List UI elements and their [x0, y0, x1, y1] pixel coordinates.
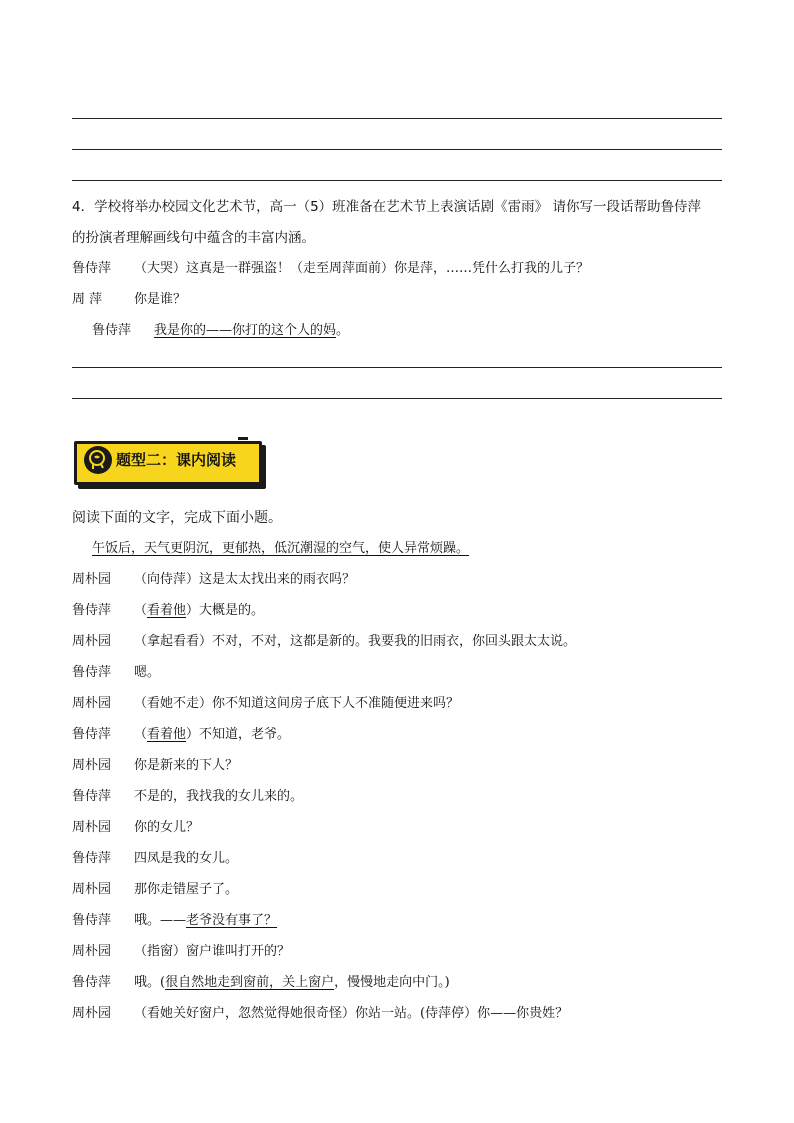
dialogue-text: ，慢慢地走向中门。): [334, 975, 450, 990]
dialogue-text: （拿起看看）不对，不对，这都是新的。我要我的旧雨衣，你回头跟太太说。: [134, 634, 577, 649]
dialogue-text: （看她关好窗户，忽然觉得她很奇怪）你站一站。(侍萍停）你——你贵姓？: [134, 1006, 569, 1021]
dialogue-line: [72, 819, 199, 837]
speaker: 周朴园: [72, 696, 112, 711]
dialogue-line: [72, 571, 355, 589]
dialogue-line: [72, 726, 290, 744]
speaker: 周朴园: [72, 882, 112, 897]
speaker: 周朴园: [72, 634, 112, 649]
dialogue-line: [72, 974, 450, 992]
dialogue-text: 嗯。: [134, 665, 161, 680]
dialogue-line: [72, 664, 160, 682]
speaker: 鲁侍萍: [72, 913, 112, 928]
dialogue-line: [72, 943, 290, 961]
underlined-text: 看着他: [147, 603, 187, 618]
dialogue-text: （: [134, 727, 148, 742]
question-4-line-2: 的扮演者理解画线句中蕴含的丰富内涵。: [72, 230, 315, 246]
speaker: 鲁侍萍: [72, 665, 112, 680]
speaker: 鲁侍萍: [92, 323, 132, 338]
dialogue-line: [72, 788, 303, 806]
dialogue-text: （大哭）这真是一群强盗！（走至周萍面前）你是萍，……凭什么打我的儿子？: [134, 261, 590, 276]
underlined-sentence: 我是你的——你打的这个人的妈: [154, 323, 337, 338]
dialogue-line: [72, 260, 589, 278]
dialogue-text: 哦。(: [134, 975, 166, 990]
dialogue-line: [72, 291, 186, 309]
dialogue-text: （向侍萍）这是太太找出来的雨衣吗？: [134, 572, 356, 587]
section-title: 题型二：课内阅读: [116, 451, 237, 469]
dialogue-text: 四凤是我的女儿。: [134, 851, 239, 866]
dialogue-line: [72, 757, 238, 775]
speaker: 周朴园: [72, 820, 112, 835]
dialogue-line: [72, 633, 576, 651]
answer-line: [72, 398, 722, 399]
brain-head-icon: [84, 446, 112, 474]
speaker: 周朴园: [72, 1006, 112, 1021]
speaker: 周朴园: [72, 758, 112, 773]
question-4-line-1: 4．学校将举办校园文化艺术节，高一（5）班准备在艺术节上表演话剧《雷雨》 请你写一段话帮助鲁侍萍: [72, 199, 701, 215]
dialogue-line: [72, 1005, 568, 1023]
dialogue-line: [72, 602, 264, 620]
speaker: 鲁侍萍: [72, 603, 112, 618]
speaker: 周 萍: [72, 292, 103, 307]
underlined-text: 老爷没有事了？: [186, 913, 278, 928]
dialogue-text: 哦。——: [134, 913, 187, 928]
dialogue-text: 你是新来的下人？: [134, 758, 239, 773]
dialogue-line: [72, 695, 459, 713]
answer-line: [72, 149, 722, 150]
speaker: 鲁侍萍: [72, 727, 112, 742]
dialogue-text: （看她不走）你不知道这间房子底下人不准随便进来吗？: [134, 696, 460, 711]
dialogue-text: （: [134, 603, 148, 618]
speaker: 周朴园: [72, 944, 112, 959]
dialogue-text: 你的女儿？: [134, 820, 200, 835]
dialogue-text: ）大概是的。: [186, 603, 265, 618]
underlined-dialogue-line: 鲁侍萍 我是你的——你打的这个人的妈。: [92, 323, 350, 338]
answer-line: [72, 180, 722, 181]
speaker: 鲁侍萍: [72, 261, 112, 276]
dialogue-text: ）不知道，老爷。: [186, 727, 291, 742]
speaker: 鲁侍萍: [72, 851, 112, 866]
dialogue-text: （指窗）窗户谁叫打开的？: [134, 944, 291, 959]
speaker: 鲁侍萍: [72, 789, 112, 804]
stage-direction: 午饭后，天气更阴沉，更郁热，低沉潮湿的空气，使人异常烦躁。: [92, 541, 470, 556]
answer-line: [72, 118, 722, 119]
speaker: 周朴园: [72, 572, 112, 587]
reading-intro: 阅读下面的文字，完成下面小题。: [72, 510, 282, 526]
underlined-text: 很自然地走到窗前，关上窗户: [165, 975, 335, 990]
dialogue-line: [72, 881, 238, 899]
dialogue-line: [72, 912, 277, 930]
underlined-text: 看着他: [147, 727, 187, 742]
section-banner: [70, 437, 260, 485]
dialogue-text: 不是的，我找我的女儿来的。: [134, 789, 304, 804]
dialogue-text: 你是谁？: [134, 292, 187, 307]
dialogue-line: [72, 850, 238, 868]
speaker: 鲁侍萍: [72, 975, 112, 990]
dialogue-text: 那你走错屋子了。: [134, 882, 239, 897]
answer-line: [72, 367, 722, 368]
